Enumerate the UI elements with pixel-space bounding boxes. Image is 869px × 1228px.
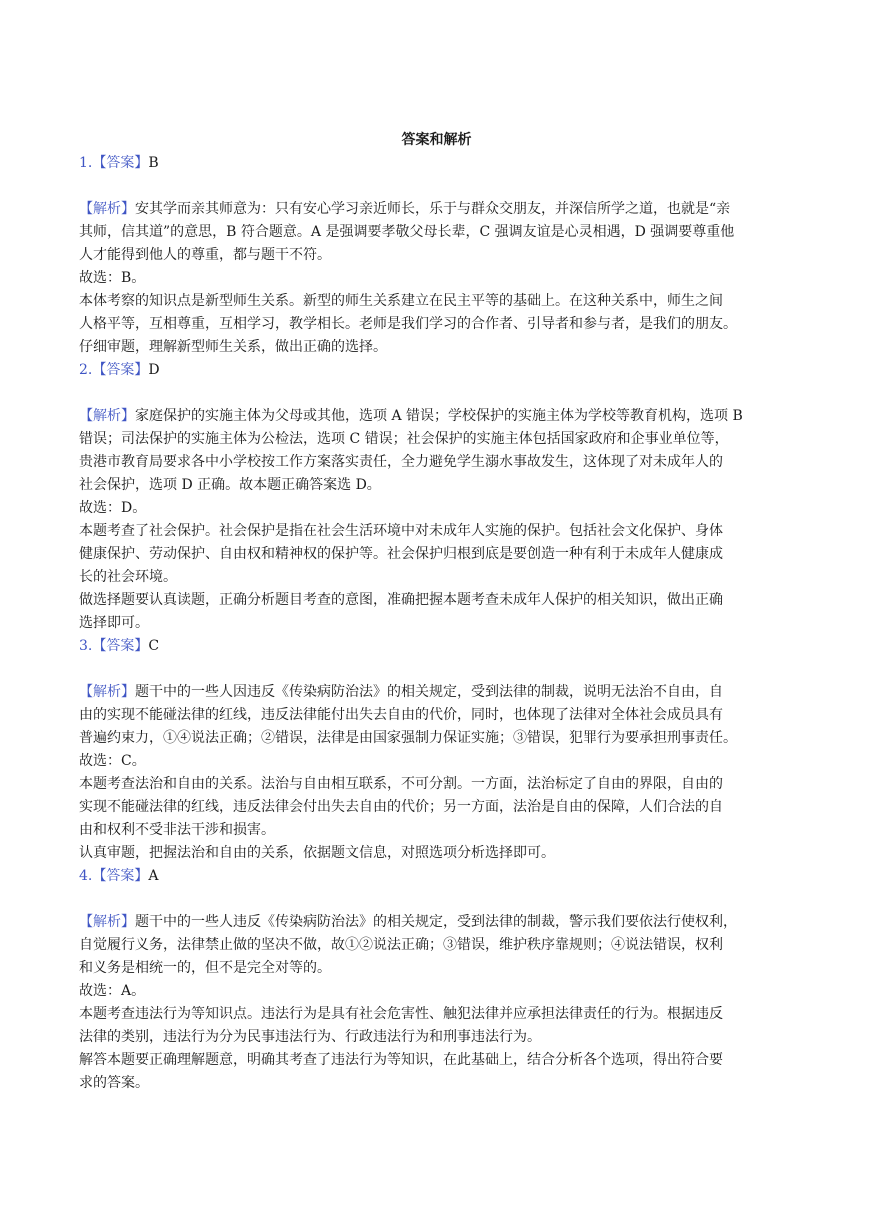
analysis-text: 故选：A。 (79, 983, 146, 999)
analysis-text: 和义务是相统一的，但不是完全对等的。 (79, 960, 331, 976)
analysis-line (79, 198, 794, 221)
analysis-line (79, 1049, 794, 1072)
page-title: 答案和解析 (401, 132, 472, 148)
analysis-line (79, 474, 794, 497)
analysis-text: 故选：B。 (79, 270, 146, 286)
answer-choice: A (148, 868, 159, 884)
answer-item (79, 865, 794, 1095)
analysis-line (79, 612, 794, 635)
answer-choice: D (148, 362, 160, 378)
analysis-text: 求的答案。 (79, 1075, 149, 1091)
analysis-text: 其师，信其道”的意思，B 符合题意。A 是强调要孝敬父母长辈，C 强调友谊是心灵相遇，D 强调要尊重他 (79, 224, 735, 240)
analysis-tag: 【解析】 (79, 201, 135, 217)
answer-item (79, 152, 794, 359)
analysis-text: 社会保护，选项 D 正确。故本题正确答案选 D。 (79, 477, 381, 493)
analysis-text: 法律的类别，违法行为分为民事违法行为、行政违法行为和刑事违法行为。 (79, 1029, 541, 1045)
analysis-text: 错误；司法保护的实施主体为公检法，选项 C 错误；社会保护的实施主体包括国家政府和企事业单位等， (79, 431, 729, 447)
analysis-line (79, 957, 794, 980)
analysis-text: 实现不能碰法律的红线，违反法律会付出失去自由的代价；另一方面，法治是自由的保障，人们合法的自 (79, 799, 723, 815)
answer-line (79, 635, 794, 658)
analysis-text: 本题考查法治和自由的关系。法治与自由相互联系，不可分割。一方面，法治标定了自由的界限，自由的 (79, 776, 723, 792)
analysis-tag: 【解析】 (79, 914, 135, 930)
analysis-tag: 【解析】 (79, 684, 135, 700)
analysis-line (79, 1072, 794, 1095)
analysis-line (79, 980, 794, 1003)
analysis-line (79, 313, 794, 336)
answer-choice: B (148, 155, 159, 171)
analysis-text: 人格平等，互相尊重，互相学习，教学相长。老师是我们学习的合作者、引导者和参与者，是我们的朋友。 (79, 316, 737, 332)
analysis-line (79, 727, 794, 750)
analysis-line (79, 819, 794, 842)
analysis-text: 解答本题要正确理解题意，明确其考查了违法行为等知识，在此基础上，结合分析各个选项，得出符合要 (79, 1052, 723, 1068)
analysis-text: 本体考察的知识点是新型师生关系。新型的师生关系建立在民主平等的基础上。在这种关系中，师生之间 (79, 293, 723, 309)
answer-choice: C (148, 638, 160, 654)
analysis-line (79, 911, 794, 934)
analysis-line (79, 497, 794, 520)
spacer (79, 888, 794, 911)
analysis-line (79, 750, 794, 773)
spacer (79, 175, 794, 198)
analysis-line (79, 704, 794, 727)
analysis-text: 人才能得到他人的尊重，都与题干不符。 (79, 247, 331, 263)
analysis-line (79, 566, 794, 589)
analysis-line (79, 773, 794, 796)
item-number: 3. (79, 638, 93, 654)
analysis-line (79, 934, 794, 957)
analysis-text: 仔细审题，理解新型师生关系，做出正确的选择。 (79, 339, 387, 355)
answer-line (79, 359, 794, 382)
analysis-text: 长的社会环境。 (79, 569, 177, 585)
analysis-text: 普遍约束力，①④说法正确；②错误，法律是由国家强制力保证实施；③错误，犯罪行为要承担刑事责任。 (79, 730, 737, 746)
analysis-line (79, 451, 794, 474)
analysis-line (79, 842, 794, 865)
analysis-text: 健康保护、劳动保护、自由权和精神权的保护等。社会保护归根到底是要创造一种有利于未成年人健康成 (79, 546, 723, 562)
analysis-line (79, 796, 794, 819)
item-number: 4. (79, 868, 93, 884)
answer-tag: 【答案】 (92, 155, 149, 171)
answer-item (79, 635, 794, 865)
analysis-line (79, 1026, 794, 1049)
analysis-tag: 【解析】 (79, 408, 135, 424)
analysis-line (79, 267, 794, 290)
spacer (79, 382, 794, 405)
answer-line (79, 152, 794, 175)
answer-tag: 【答案】 (92, 362, 149, 378)
analysis-line (79, 520, 794, 543)
analysis-text: 自觉履行义务，法律禁止做的坚决不做，故①②说法正确；③错误，维护秩序靠规则；④说法错误，权利 (79, 937, 723, 953)
analysis-line (79, 1003, 794, 1026)
analysis-line (79, 589, 794, 612)
analysis-line (79, 290, 794, 313)
analysis-text: 本题考查违法行为等知识点。违法行为是具有社会危害性、触犯法律并应承担法律责任的行为。根据违反 (79, 1006, 723, 1022)
analysis-text: 做选择题要认真读题，正确分析题目考查的意图，准确把握本题考查未成年人保护的相关知识，做出正确 (79, 592, 723, 608)
answer-tag: 【答案】 (92, 868, 149, 884)
answer-document (79, 130, 794, 1095)
answer-tag: 【答案】 (92, 638, 149, 654)
analysis-text: 安其学而亲其师意为：只有安心学习亲近师长，乐于与群众交朋友，并深信所学之道，也就是“亲 (135, 201, 731, 217)
spacer (79, 658, 794, 681)
analysis-text: 故选：D。 (79, 500, 147, 516)
answer-line (79, 865, 794, 888)
answer-item (79, 359, 794, 635)
analysis-text: 由和权利不受非法干涉和损害。 (79, 822, 275, 838)
analysis-text: 贵港市教育局要求各中小学校按工作方案落实责任，全力避免学生溺水事故发生，这体现了对未成年人的 (79, 454, 723, 470)
analysis-line (79, 405, 794, 428)
analysis-text: 由的实现不能碰法律的红线，违反法律能付出失去自由的代价，同时，也体现了法律对全体社会成员具有 (79, 707, 723, 723)
item-number: 2. (79, 362, 93, 378)
analysis-text: 故选：C。 (79, 753, 146, 769)
analysis-line (79, 244, 794, 267)
analysis-text: 选择即可。 (79, 615, 149, 631)
analysis-line (79, 336, 794, 359)
analysis-line (79, 543, 794, 566)
analysis-text: 认真审题，把握法治和自由的关系，依据题文信息，对照选项分析选择即可。 (79, 845, 555, 861)
analysis-text: 题干中的一些人违反《传染病防治法》的相关规定，受到法律的制裁，警示我们要依法行使权利， (135, 914, 737, 930)
analysis-line (79, 221, 794, 244)
item-number: 1. (79, 155, 93, 171)
analysis-line (79, 428, 794, 451)
analysis-text: 家庭保护的实施主体为父母或其他，选项 A 错误；学校保护的实施主体为学校等教育机构，选项 B (135, 408, 743, 424)
analysis-text: 本题考查了社会保护。社会保护是指在社会生活环境中对未成年人实施的保护。包括社会文化保护、身体 (79, 523, 723, 539)
analysis-text: 题干中的一些人因违反《传染病防治法》的相关规定，受到法律的制裁，说明无法治不自由，自 (135, 684, 723, 700)
analysis-line (79, 681, 794, 704)
